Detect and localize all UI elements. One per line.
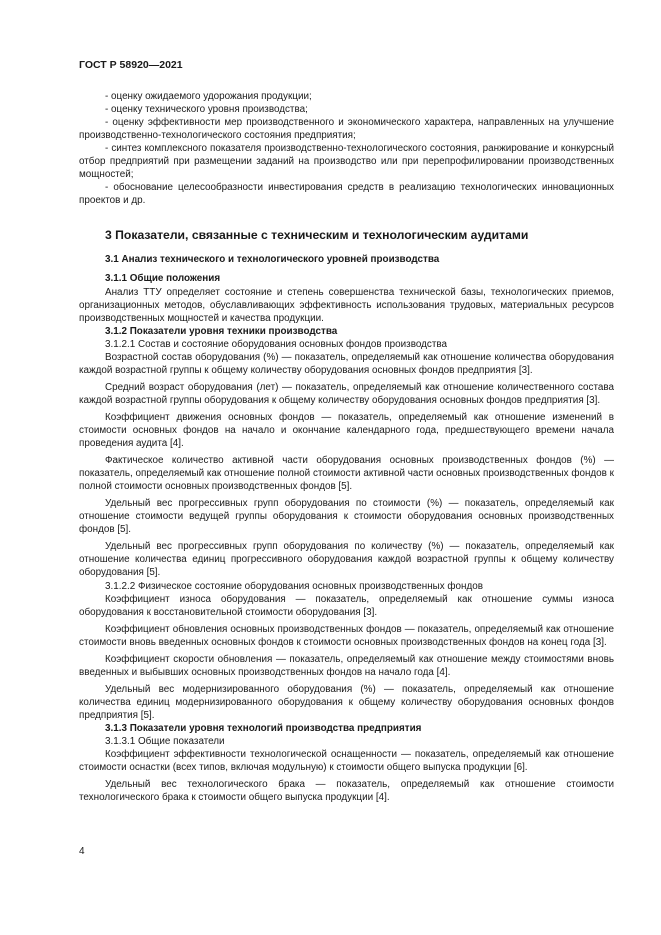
subsection-3-1-2-2-heading: 3.1.2.2 Физическое состояние оборудования основных производственных фондов: [105, 580, 483, 592]
paragraph: Коэффициент скорости обновления — показатель, определяемый как отношение между стоимостями вновь введенных и выбывших основных производственных фондов на начало года [4].: [79, 653, 614, 678]
section-3-1-heading: 3.1 Анализ технического и технологического уровней производства: [105, 254, 440, 266]
paragraph: Удельный вес технологического брака — показатель, определяемый как отношение стоимости технологического брака к стоимости общего выпуска продукции [4].: [79, 779, 614, 804]
bullet-item: - синтез комплексного показателя производственно-технологического состояния, ранжирование и конкурсный отбор предприятий при размещении заданий на производство или при перепрофилировании производственных мощностей;: [79, 143, 614, 181]
paragraph: Средний возраст оборудования (лет) — показатель, определяемый как отношение количественного состава каждой возрастной группы оборудования к общему количеству оборудования основных фондов предприятия [3].: [79, 381, 614, 406]
paragraph: Коэффициент износа оборудования — показатель, определяемый как отношение суммы износа оборудования к восстановительной стоимости оборудования [3].: [79, 593, 614, 618]
paragraph: Удельный вес модернизированного оборудования (%) — показатель, определяемый как отношение количества единиц модернизированного оборудования к общему количеству оборудования основных фондов предприятия [5].: [79, 683, 614, 721]
section-3-1-3-heading: 3.1.3 Показатели уровня технологий производства предприятия: [105, 722, 422, 734]
bullet-item: - оценку технического уровня производства;: [105, 104, 308, 116]
paragraph: Анализ ТТУ определяет состояние и степень совершенства технической базы, технологических приемов, организационных методов, обуславливающих эффективность использования трудовых, материальных ресурсов производственных мощностей и качества продукции.: [79, 286, 614, 324]
paragraph: Коэффициент эффективности технологической оснащенности — показатель, определяемый как отношение стоимости оснастки (всех типов, включая модульную) к стоимости общего выпуска продукции [6].: [79, 749, 614, 774]
bullet-item: - оценку ожидаемого удорожания продукции;: [105, 91, 312, 102]
paragraph: Коэффициент движения основных фондов — показатель, определяемый как отношение изменений в стоимости основных фондов на начало и окончание календарного года, предшествующего времени начала проведения аудита [4].: [79, 411, 614, 450]
section-3-heading: 3 Показатели, связанные с техническим и технологическим аудитами: [105, 228, 529, 243]
paragraph: Удельный вес прогрессивных групп оборудования по количеству (%) — показатель, определяемый как отношение количества единиц прогрессивного оборудования каждой возрастной группы к общему количеству оборудования [5].: [79, 541, 614, 579]
document-header: ГОСТ Р 58920—2021: [79, 59, 183, 71]
subsection-3-1-3-1-heading: 3.1.3.1 Общие показатели: [105, 736, 225, 748]
document-body: [79, 90, 614, 804]
section-3-1-2-heading: 3.1.2 Показатели уровня техники производства: [105, 325, 338, 337]
subsection-3-1-2-1-heading: 3.1.2.1 Состав и состояние оборудования основных фондов производства: [105, 338, 447, 350]
section-3-1-1-heading: 3.1.1 Общие положения: [105, 273, 221, 285]
paragraph: Возрастной состав оборудования (%) — показатель, определяемый как отношение количества оборудования каждой возрастной группы к общему количеству оборудования основных фондов предприятия [3].: [79, 351, 614, 376]
page-number: 4: [79, 846, 85, 857]
paragraph: Удельный вес прогрессивных групп оборудования по стоимости (%) — показатель, определяемый как отношение стоимости ведущей группы оборудования к стоимости оборудования основных производственных фондов [5].: [79, 498, 614, 536]
bullet-item: - оценку эффективности мер производственного и экономического характера, направленных на улучшение производственно-технологического состояния предприятия;: [79, 117, 614, 142]
paragraph: Фактическое количество активной части оборудования основных производственных фондов (%) — показатель, определяемый как отношение полной стоимости активной части основных производственных фондов к полной стоимости основных производственных фондов [5].: [79, 455, 614, 493]
bullet-item: - обоснование целесообразности инвестирования средств в реализацию технологических инновационных проектов и др.: [79, 182, 614, 207]
paragraph: Коэффициент обновления основных производственных фондов — показатель, определяемый как отношение стоимости вновь введенных основных фондов к стоимости основных производственных фондов на конец года [3].: [79, 623, 614, 648]
